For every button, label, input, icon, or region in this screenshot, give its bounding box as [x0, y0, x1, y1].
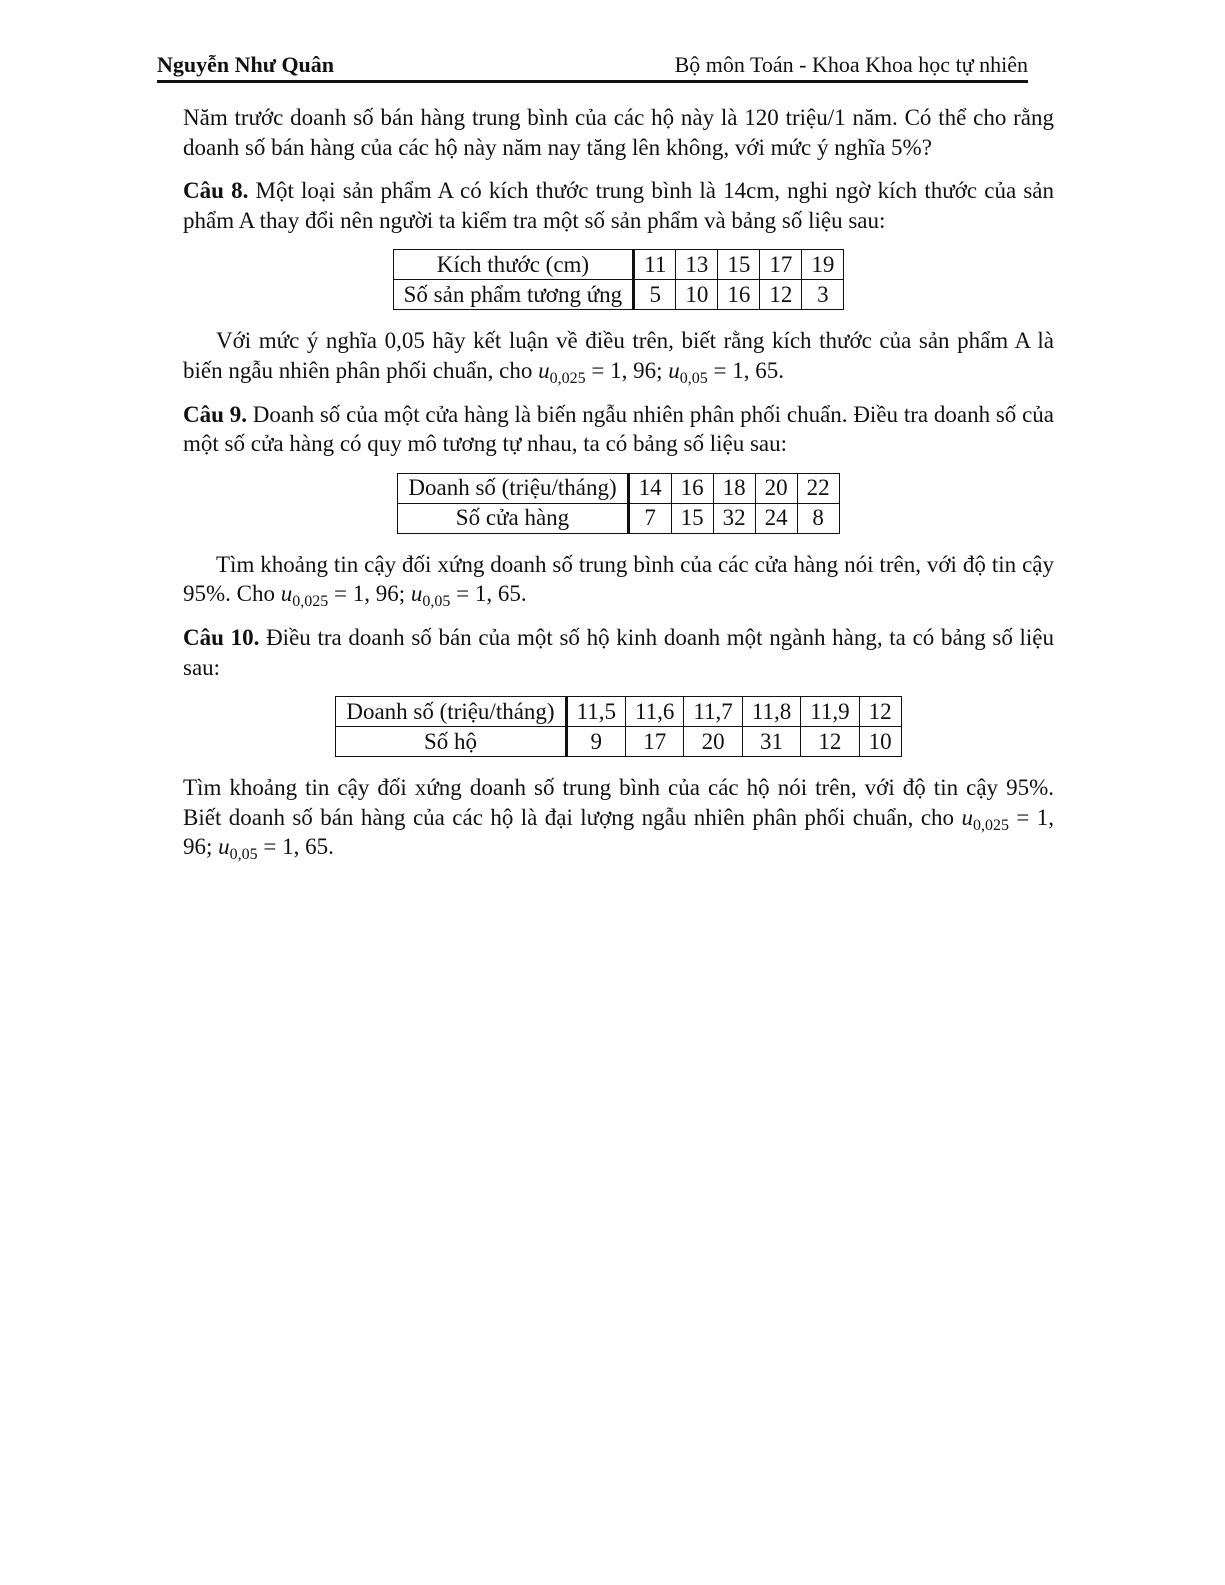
table-cell: 13: [676, 250, 718, 280]
row-label: Số sản phẩm tương ứng: [393, 280, 634, 310]
table-cell: 16: [718, 280, 760, 310]
table-cell: 10: [676, 280, 718, 310]
table-cell: 31: [742, 727, 800, 757]
question-9-followup: Tìm khoảng tin cậy đối xứng doanh số trung bình của các cửa hàng nói trên, với độ tin cậy 95%. Cho $u_{0,025} = 1$, 96; $u_{0,05} = 1$, 65.: [183, 551, 1054, 611]
data-table-q10: [335, 696, 901, 757]
table-cell: 17: [626, 727, 684, 757]
data-table-q8: [393, 249, 845, 310]
table-cell: 7: [628, 503, 671, 533]
data-table-q9: [397, 473, 839, 534]
author-name: Nguyễn Như Quân: [157, 52, 335, 77]
row-label: Doanh số (triệu/tháng): [398, 473, 628, 503]
table-cell: 16: [671, 473, 713, 503]
table-cell: 10: [859, 727, 901, 757]
table-cell: 9: [566, 727, 625, 757]
table-cell: 11: [634, 250, 676, 280]
question-8: [183, 176, 1054, 235]
table-cell: 11,6: [626, 697, 684, 727]
question-label: Câu 9.: [183, 401, 247, 427]
table-cell: 15: [671, 503, 713, 533]
table-cell: 18: [713, 473, 755, 503]
table-row: [398, 473, 839, 503]
table-cell: 17: [760, 250, 802, 280]
table-cell: 12: [801, 727, 859, 757]
table-cell: 11,9: [801, 697, 859, 727]
table-cell: 3: [802, 280, 844, 310]
row-label: Số cửa hàng: [398, 503, 628, 533]
document-body: [183, 103, 1054, 876]
table-cell: 14: [628, 473, 671, 503]
row-label: Số hộ: [336, 727, 566, 757]
question-text: Điều tra doanh số bán của một số hộ kinh doanh một ngành hàng, ta có bảng số liệu sau:: [183, 624, 1055, 680]
table-cell: 11,8: [742, 697, 800, 727]
question-text: Một loại sản phẩm A có kích thước trung bình là 14cm, nghi ngờ kích thước của sản phẩm A thay đổi nên người ta kiểm tra một số sản phẩm và bảng số liệu sau:: [183, 178, 1055, 233]
table-cell: 22: [797, 473, 839, 503]
table-cell: 11,7: [684, 697, 742, 727]
table-cell: 24: [755, 503, 797, 533]
question-10-followup: Tìm khoảng tin cậy đối xứng doanh số trung bình của các hộ nói trên, với độ tin cậy 95%. Biết doanh số bán hàng của các hộ là đại lượng ngẫu nhiên phân phối chuẩn, cho $u_{0,025} = 1$, 96; $u_{0,05} = 1$, 65.: [183, 775, 1054, 864]
question-9: [183, 400, 1054, 459]
question-text: Doanh số của một cửa hàng là biến ngẫu nhiên phân phối chuẩn. Điều tra doanh số của một số cửa hàng có quy mô tương tự nhau, ta có bảng số liệu sau:: [183, 401, 1055, 457]
page-header: [157, 50, 1028, 83]
table-row: [336, 727, 901, 757]
table-cell: 32: [713, 503, 755, 533]
intro-paragraph: Năm trước doanh số bán hàng trung bình của các hộ này là 120 triệu/1 năm. Có thể cho rằng doanh số bán hàng của các hộ này năm nay tăng lên không, với mức ý nghĩa 5%?: [183, 105, 1054, 160]
table-cell: 11,5: [566, 697, 625, 727]
table-cell: 5: [634, 280, 676, 310]
table-row: [393, 250, 844, 280]
question-label: Câu 8.: [183, 178, 249, 204]
table-cell: 12: [760, 280, 802, 310]
row-label: Doanh số (triệu/tháng): [336, 697, 566, 727]
question-8-followup: Với mức ý nghĩa 0,05 hãy kết luận về điều trên, biết rằng kích thước của sản phẩm A là biến ngẫu nhiên phân phối chuẩn, cho $u_{0,025} = 1$, 96; $u_{0,05} = 1$, 65.: [183, 328, 1054, 387]
table-cell: 12: [859, 697, 901, 727]
department-name: Bộ môn Toán - Khoa Khoa học tự nhiên: [674, 52, 1028, 77]
table-cell: 20: [684, 727, 742, 757]
table-row: [336, 697, 901, 727]
table-cell: 15: [718, 250, 760, 280]
table-cell: 19: [802, 250, 844, 280]
question-10: [183, 623, 1054, 682]
question-label: Câu 10.: [183, 624, 260, 650]
table-row: [393, 280, 844, 310]
table-cell: 20: [755, 473, 797, 503]
row-label: Kích thước (cm): [393, 250, 634, 280]
table-cell: 8: [797, 503, 839, 533]
table-row: [398, 503, 839, 533]
